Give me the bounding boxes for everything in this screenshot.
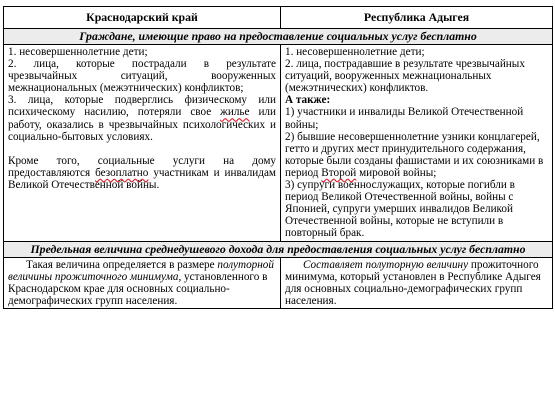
text-paragraph: 1. несовершеннолетние дети; [285, 46, 425, 58]
text-run: 2) бывшие несовершеннолетние узники концлагерей, гетто и других мест принудительного содержания, которые были созданы фашистами и их союзниками в период [285, 130, 544, 179]
document-page [3, 6, 552, 309]
header-krasnodar: Краснодарский край [4, 7, 281, 29]
text-paragraph: 3) супруги военнослужащих, которые погибли в период Великой Отечественной войны, войны с Японией, супруги умерших инвалидов Великой Отечественной войны, которые не вступили в повторный брак. [285, 179, 515, 240]
text-run-spellcheck: жилье [220, 106, 250, 119]
section-title-income: Предельная величина среднедушевого дохода для предоставления социальных услуг бесплатно [4, 241, 553, 257]
text-run: 3. лица, которые подверглись физическому или психическому насилию, потеряли свое [8, 94, 276, 119]
text-run: или работу, оказались в чрезвычайных психологических и социально-бытовых условиях. [8, 106, 276, 143]
text-run-italic: Составляет полуторную величину [303, 258, 469, 271]
section-row-eligibility [4, 29, 553, 45]
section-row-income [4, 241, 553, 257]
krasnodar-eligibility-cell [4, 45, 281, 242]
text-paragraph: 2. лица, пострадавшие в результате чрезвычайных ситуаций, вооруженных межнациональных (межэтнических) конфликтов. [285, 58, 525, 95]
text-paragraph [8, 155, 276, 191]
text-run: участникам и инвалидам Великой Отечественной войны. [8, 166, 276, 191]
text-paragraph [285, 259, 548, 307]
text-run: мировой войны; [356, 166, 437, 179]
adygea-income-cell [281, 257, 553, 308]
text-paragraph: 1. несовершеннолетние дети; [8, 46, 148, 58]
text-run: , установленного в Краснодарском крае для основных социально-демографических групп населения. [8, 270, 268, 307]
text-paragraph [8, 259, 276, 307]
text-run: Такая величина определяется в размере [26, 258, 218, 271]
comparison-table [3, 6, 553, 309]
section-title-eligibility: Граждане, имеющие право на предоставление социальных услуг бесплатно [4, 29, 553, 45]
eligibility-row [4, 45, 553, 242]
text-run-spellcheck: безоплатно [95, 166, 149, 179]
income-row [4, 257, 553, 308]
text-paragraph [285, 131, 548, 179]
text-paragraph: 1) участники и инвалиды Великой Отечественной войны; [285, 106, 524, 131]
text-run: прожиточного минимума, который установлен в Республике Адыгея для основных социально-демографических групп населения. [285, 258, 541, 307]
text-paragraph [8, 94, 276, 142]
header-row [4, 7, 553, 29]
text-run: Кроме того, социальные услуги на дому предоставляются [8, 154, 276, 179]
paragraph-gap [8, 143, 276, 155]
adygea-eligibility-cell [281, 45, 553, 242]
text-run-spellcheck: Второй [321, 166, 357, 179]
text-paragraph: 2. лица, которые пострадали в результате чрезвычайных ситуаций, вооруженных межнациональных (межэтнических) конфликтов; [8, 58, 276, 95]
header-adygea: Республика Адыгея [281, 7, 553, 29]
text-paragraph: А также: [285, 94, 331, 107]
text-run-italic: полуторной величины прожиточного минимума [8, 258, 274, 283]
krasnodar-income-cell [4, 257, 281, 308]
